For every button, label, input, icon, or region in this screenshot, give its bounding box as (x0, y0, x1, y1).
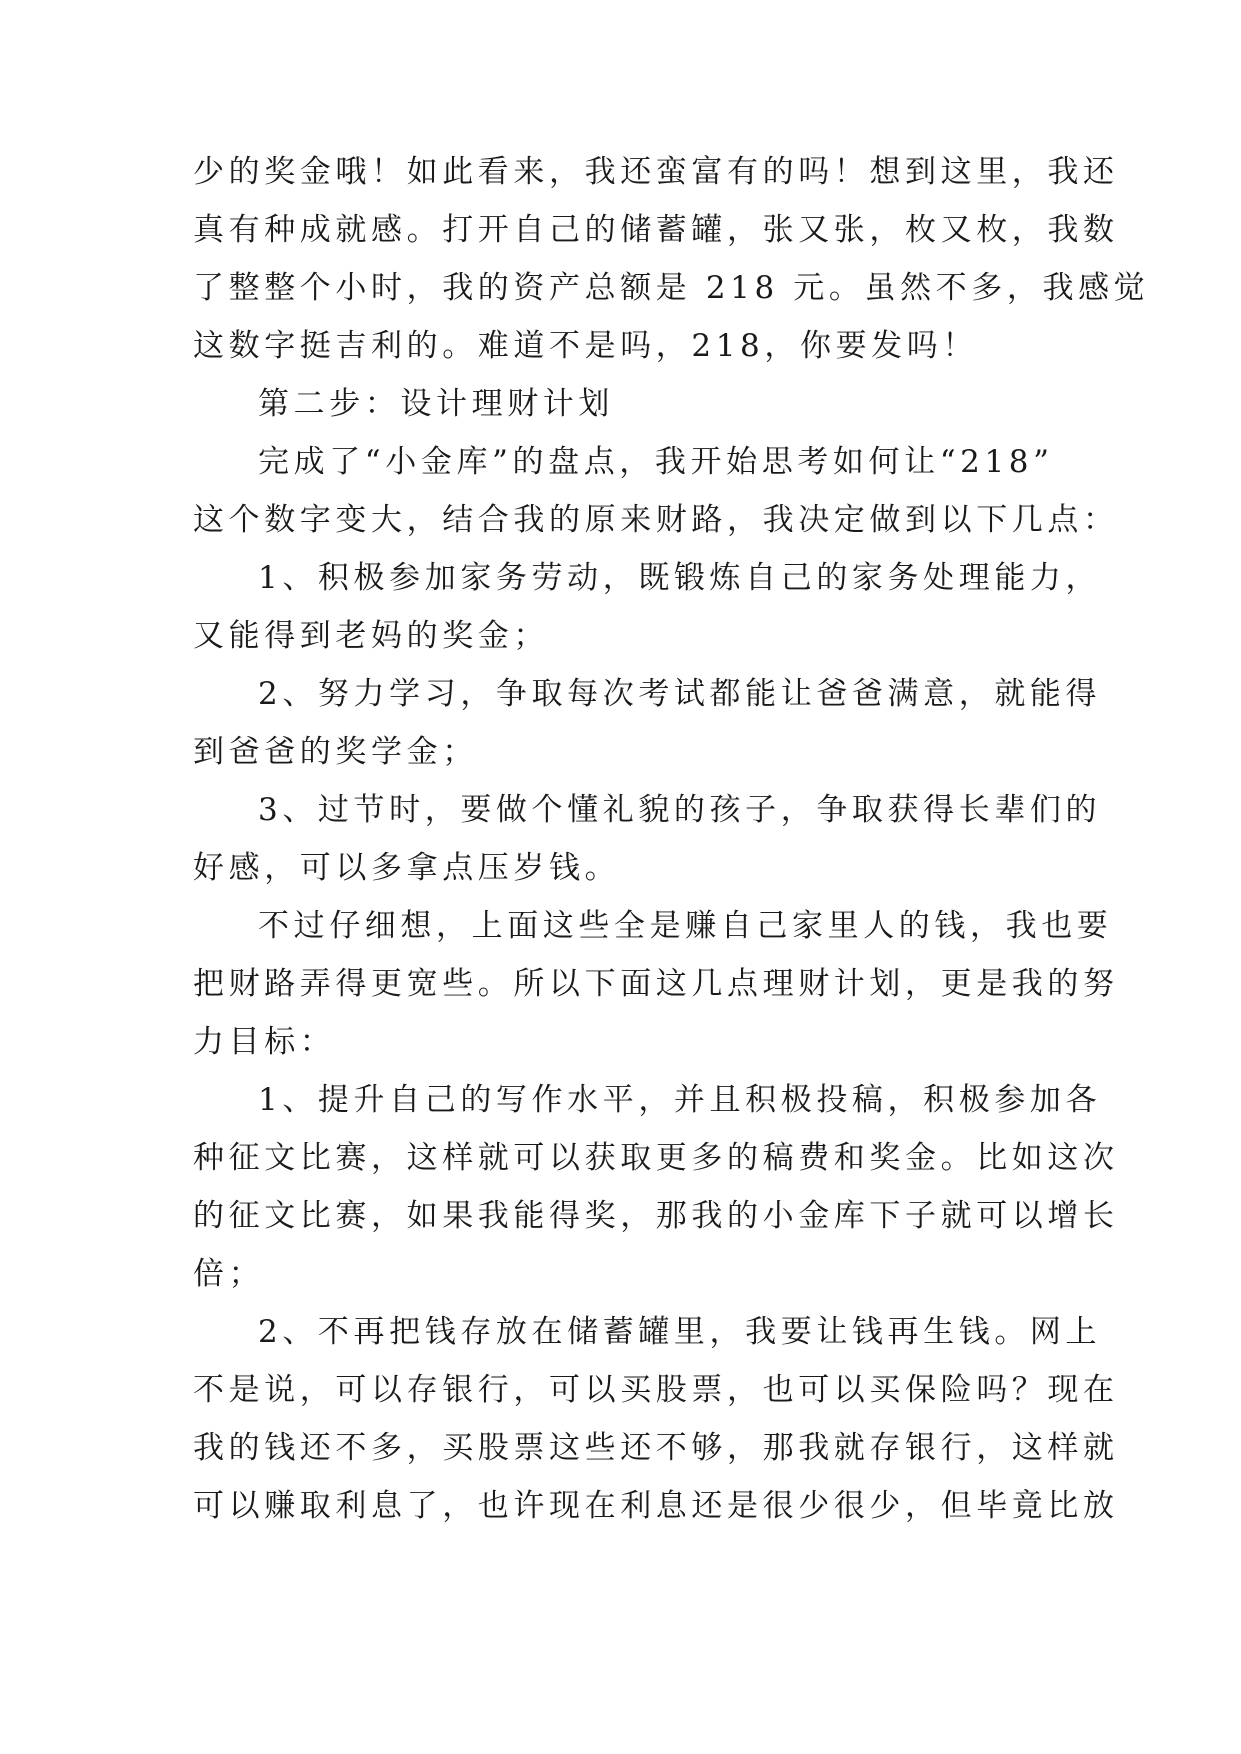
list-item-text: 2、努力学习，争取每次考试都能让爸爸满意，就能得 (258, 676, 1102, 712)
text-line: 我的钱还不多，买股票这些还不够，那我就存银行，这样就 (193, 1430, 1119, 1466)
section-heading: 第二步：设计理财计划 (258, 386, 614, 422)
text-line: 这数字挺吉利的。难道不是吗，218，你要发吗！ (193, 328, 978, 364)
text-line: 好感，可以多拿点压岁钱。 (193, 850, 621, 886)
text-line: 到爸爸的奖学金； (193, 734, 478, 770)
text-line: 把财路弄得更宽些。所以下面这几点理财计划，更是我的努 (193, 966, 1119, 1002)
text-line: 完成了“小金库”的盘点，我开始思考如何让“218” (258, 444, 1054, 480)
list-item-text: 3、过节时，要做个懂礼貌的孩子，争取获得长辈们的 (258, 792, 1102, 828)
text-line: 真有种成就感。打开自己的储蓄罐，张又张，枚又枚，我数 (193, 212, 1119, 248)
text-line: 不过仔细想，上面这些全是赚自己家里人的钱，我也要 (258, 908, 1113, 944)
list-item-text: 2、不再把钱存放在储蓄罐里，我要让钱再生钱。网上 (258, 1314, 1102, 1350)
text-line: 可以赚取利息了，也许现在利息还是很少很少，但毕竟比放 (193, 1488, 1119, 1524)
list-item-text: 1、提升自己的写作水平，并且积极投稿，积极参加各 (258, 1082, 1102, 1118)
text-line: 少的奖金哦！如此看来，我还蛮富有的吗！想到这里，我还 (193, 154, 1119, 190)
text-line: 力目标： (193, 1024, 336, 1060)
text-line: 这个数字变大，结合我的原来财路，我决定做到以下几点： (193, 502, 1119, 538)
text-line: 种征文比赛，这样就可以获取更多的稿费和奖金。比如这次 (193, 1140, 1119, 1176)
text-line: 又能得到老妈的奖金； (193, 618, 549, 654)
text-line: 不是说，可以存银行，可以买股票，也可以买保险吗？现在 (193, 1372, 1119, 1408)
text-line: 了整整个小时，我的资产总额是 218 元。虽然不多，我感觉 (193, 270, 1150, 306)
list-item-text: 1、积极参加家务劳动，既锻炼自己的家务处理能力， (258, 560, 1102, 596)
text-line: 倍； (193, 1256, 265, 1292)
text-line: 的征文比赛，如果我能得奖，那我的小金库下子就可以增长 (193, 1198, 1119, 1234)
